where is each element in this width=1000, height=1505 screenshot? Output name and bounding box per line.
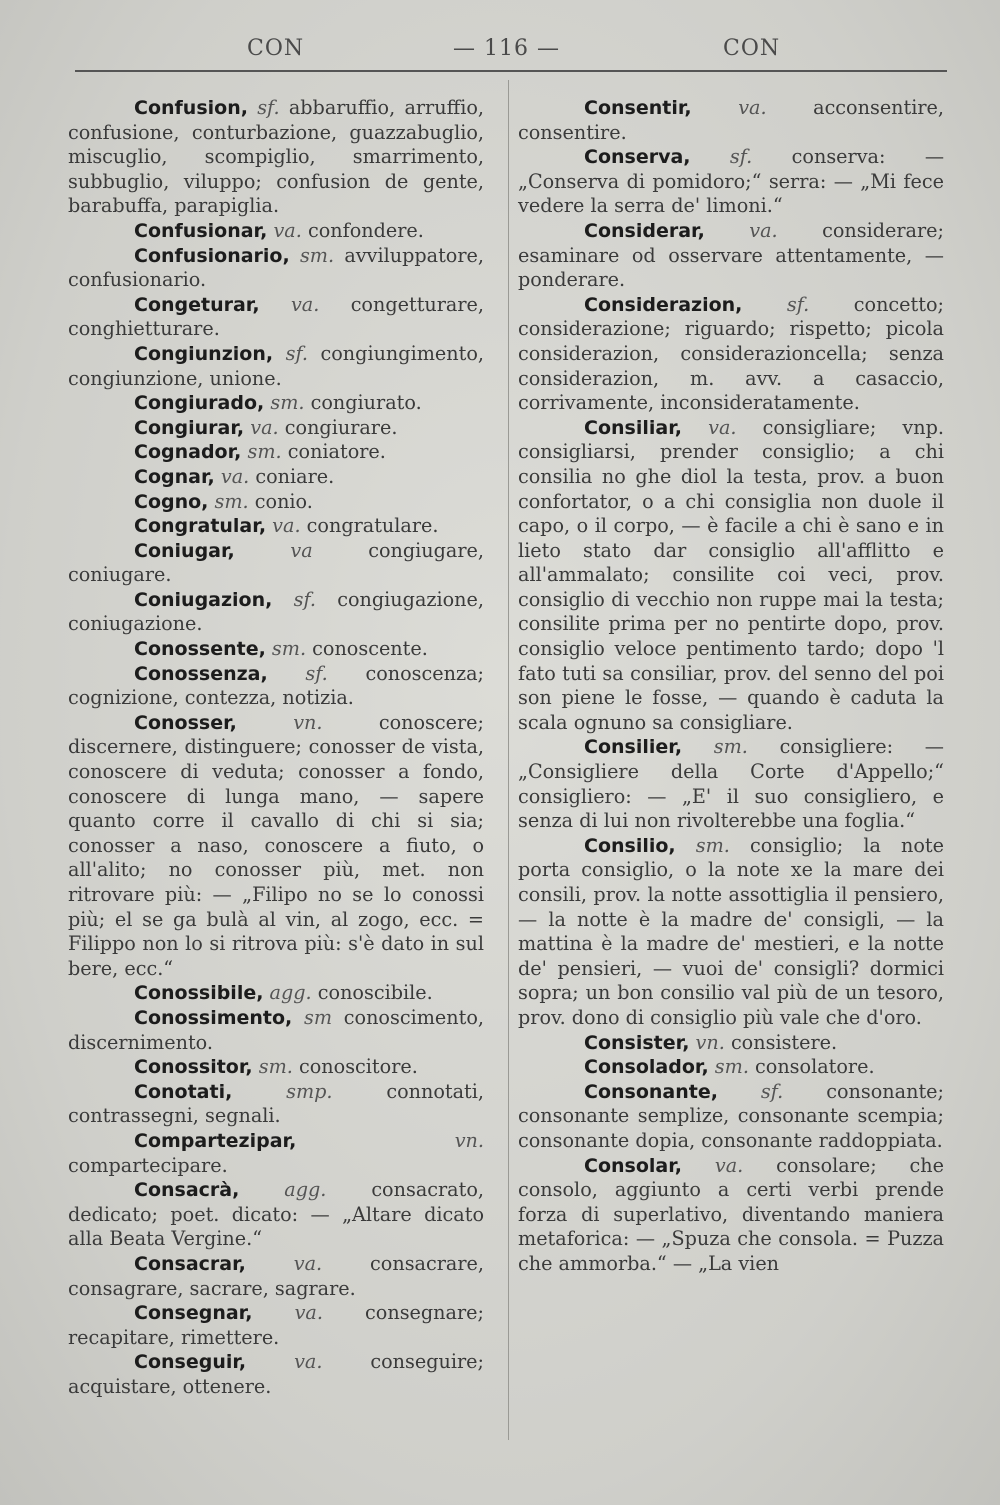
entry-definition: acconsentire, consentire. <box>518 96 944 144</box>
left-column <box>68 96 484 1399</box>
dictionary-entry <box>518 834 944 1031</box>
entry-headword: Coniugazion, <box>134 588 273 611</box>
entry-grammar: va. <box>272 514 301 538</box>
dictionary-entry <box>518 1031 944 1056</box>
dictionary-entry <box>68 662 484 711</box>
entry-headword: Conosser, <box>134 711 237 734</box>
entry-definition: congiurare. <box>284 415 398 439</box>
entry-headword: Considerar, <box>584 219 705 242</box>
dictionary-entry <box>68 219 484 244</box>
entry-definition: conio. <box>254 489 313 513</box>
entry-headword: Congiunzion, <box>134 342 274 365</box>
entry-grammar: va. <box>708 415 737 439</box>
entry-definition: conoscere; discernere, distinguere; conosser de vista, conoscere di veduta; conosser a fondo, conoscere di lunga mano, — sapere quanto corre il cavallo di chi si sia; conosser a naso, conoscere a fiuto, o all'alito; no conosser più, met. non ritrovare più: — „Filipo no se lo conossi più; el se ga bulà al vin, al zogo, ecc. = Filippo non lo si ritrova più: s'è dato in sul bere, ecc.“ <box>68 710 484 980</box>
entry-definition: coniatore. <box>287 440 386 464</box>
entry-grammar: sf. <box>285 341 308 365</box>
entry-definition: conoscimento, discernimento. <box>68 1005 484 1054</box>
entry-grammar: sm. <box>271 637 307 661</box>
entry-grammar: sm. <box>258 1055 293 1079</box>
entry-definition: conseguire; acquistare, ottenere. <box>68 1350 484 1398</box>
dictionary-entry <box>68 1055 484 1080</box>
entry-definition: avviluppatore, confusionario. <box>68 243 484 292</box>
entry-grammar: sm. <box>714 1055 749 1079</box>
entry-definition: consolatore. <box>755 1055 875 1079</box>
dictionary-entry <box>68 293 484 342</box>
entry-grammar: va <box>290 538 313 562</box>
entry-grammar: va. <box>290 292 320 316</box>
dictionary-entry <box>68 465 484 490</box>
entry-definition: congratulare. <box>306 514 439 538</box>
entry-grammar: va. <box>714 1153 744 1177</box>
dictionary-entry <box>68 637 484 662</box>
entry-grammar: sf. <box>786 292 810 316</box>
dictionary-entry <box>68 490 484 515</box>
dictionary-entry <box>518 1080 944 1154</box>
dictionary-entry <box>518 219 944 293</box>
entry-grammar: va. <box>294 1350 323 1374</box>
entry-definition: conserva: — „Conserva di pomidoro;“ serra: — „Mi fece vedere la serra de' limoni.“ <box>518 145 945 218</box>
page-number: — 116 — <box>453 36 560 61</box>
entry-grammar: sm. <box>695 833 730 857</box>
entry-headword: Consentir, <box>584 97 692 119</box>
entry-headword: Conserva, <box>584 146 691 169</box>
entry-definition: conoscente. <box>312 637 428 661</box>
entry-definition: conoscitore. <box>299 1055 418 1079</box>
entry-headword: Consolador, <box>584 1056 709 1079</box>
entry-headword: Conossente, <box>134 638 266 661</box>
dictionary-entry <box>518 1055 944 1080</box>
entry-headword: Conossibile, <box>134 982 264 1005</box>
entry-headword: Consegnar, <box>134 1302 253 1325</box>
entry-definition: consacrare, consagrare, sacrare, sagrare. <box>68 1251 484 1300</box>
entry-definition: conoscenza; cognizione, contezza, notizia. <box>68 661 484 710</box>
entry-headword: Confusion, <box>134 97 248 119</box>
entry-definition: consistere. <box>730 1030 838 1054</box>
dictionary-entry <box>518 145 944 219</box>
entry-headword: Compartezipar, <box>134 1129 297 1152</box>
dictionary-entry <box>68 391 484 416</box>
entry-headword: Conotati, <box>134 1080 233 1103</box>
entry-grammar: sf. <box>257 96 280 119</box>
entry-headword: Congeturar, <box>134 293 260 316</box>
entry-headword: Confusionar, <box>134 219 268 242</box>
entry-definition: congiugare, coniugare. <box>68 538 484 587</box>
entry-grammar: sf. <box>293 587 316 611</box>
header-rule <box>75 70 947 72</box>
entry-headword: Conseguir, <box>134 1351 247 1374</box>
dictionary-entry <box>68 711 484 982</box>
dictionary-entry <box>518 416 944 736</box>
dictionary-entry <box>68 244 484 293</box>
dictionary-entry <box>518 293 944 416</box>
entry-headword: Confusionario, <box>134 244 290 267</box>
dictionary-entry <box>68 1252 484 1301</box>
entry-definition: congetturare, conghietturare. <box>68 292 484 341</box>
entry-headword: Consonante, <box>584 1080 718 1103</box>
entry-grammar: vn. <box>695 1030 725 1054</box>
dictionary-entry <box>518 1154 944 1277</box>
running-head-right: CON <box>723 36 781 61</box>
entry-definition: confondere. <box>307 218 424 242</box>
dictionary-entry <box>68 1080 484 1129</box>
entry-definition: conoscibile. <box>317 981 433 1005</box>
entry-grammar: sm. <box>247 440 282 464</box>
dictionary-entry <box>518 96 944 145</box>
entry-grammar: sm. <box>214 489 249 513</box>
entry-headword: Conossitor, <box>134 1056 253 1079</box>
entry-definition: connotati, contrassegni, segnali. <box>68 1079 484 1128</box>
entry-grammar: va. <box>294 1301 323 1325</box>
entry-grammar: vn. <box>454 1128 484 1152</box>
entry-grammar: va. <box>738 96 767 119</box>
entry-headword: Consolar, <box>584 1154 683 1177</box>
dictionary-entry <box>68 514 484 539</box>
entry-grammar: va. <box>273 218 302 242</box>
entry-definition: abbaruffio, arruffio, confusione, conturbazione, guazzabuglio, miscuglio, scompiglio, smarrimento, subbuglio, viluppo; confusion de gente, barabuffa, parapiglia. <box>68 96 485 218</box>
dictionary-entry <box>68 1178 484 1252</box>
entry-grammar: va. <box>220 464 250 488</box>
entry-headword: Consilier, <box>584 736 683 759</box>
dictionary-entry <box>68 1350 484 1399</box>
entry-definition: consolare; che consolo, aggiunto a certi verbi prende forza di superlativo, diventando maniera metaforica: — „Spuza che consola. = Puzza che ammorba.“ — „La vien <box>518 1153 945 1275</box>
entry-grammar: smp. <box>286 1079 333 1103</box>
entry-definition: congiugazione, coniugazione. <box>68 587 484 636</box>
column-divider <box>508 80 509 1440</box>
entry-definition: coniare. <box>255 464 335 488</box>
entry-grammar: sm. <box>713 735 748 759</box>
dictionary-entry <box>68 96 484 219</box>
dictionary-entry <box>68 539 484 588</box>
dictionary-entry <box>68 981 484 1006</box>
entry-headword: Consacrar, <box>134 1252 246 1275</box>
entry-grammar: va. <box>250 415 279 439</box>
entry-grammar: vn. <box>293 710 323 734</box>
entry-headword: Consister, <box>584 1031 690 1054</box>
entry-headword: Cogno, <box>134 490 209 513</box>
entry-definition: concetto; considerazione; riguardo; rispetto; picola considerazion, considerazioncella; senza considerazion, m. avv. a casaccio, corrivamente, inconsideratamente. <box>518 292 944 415</box>
entry-headword: Congiurar, <box>134 416 245 439</box>
entry-grammar: sm. <box>299 243 335 267</box>
entry-definition: congiurato. <box>310 391 422 415</box>
entry-headword: Conossenza, <box>134 662 268 685</box>
entry-definition: consonante; consonante semplize, consonante scempia; consonante dopia, consonante raddoppiata. <box>518 1079 944 1152</box>
page-header <box>75 36 947 72</box>
entry-headword: Considerazion, <box>584 293 743 316</box>
entry-headword: Congiurado, <box>134 392 265 415</box>
entry-grammar: sf. <box>305 661 328 685</box>
entry-grammar: sm. <box>270 391 305 415</box>
entry-grammar: sf. <box>760 1079 784 1103</box>
entry-headword: Consiliar, <box>584 416 682 439</box>
entry-headword: Congratular, <box>134 515 267 538</box>
dictionary-entry <box>68 1006 484 1055</box>
entry-definition: consegnare; recapitare, rimettere. <box>68 1301 484 1349</box>
entry-grammar: va. <box>749 218 778 242</box>
dictionary-entry <box>68 342 484 391</box>
entry-definition: consigliere: — „Consigliere della Corte d'Appello;“ consigliero: — „E' il suo consigliero, e senza di lui non rivolterebbe una foglia.“ <box>518 735 944 833</box>
running-head-left: CON <box>247 36 305 61</box>
entry-grammar: sm <box>304 1005 333 1029</box>
entry-headword: Conossimento, <box>134 1006 293 1029</box>
entry-definition: congiungimento, congiunzione, unione. <box>68 341 484 390</box>
entry-definition: compartecipare. <box>68 1153 228 1177</box>
entry-definition: consiglio; la note porta consiglio, o la note xe la mare dei consili, prov. la notte assottiglia il pensiero, — la notte è la madre de' consigli, — la mattina è la madre de' mestieri, e la notte de' pensieri, — vuoi de' consigli? dormici sopra; un bon consilio val più de un tesoro, prov. dono di consiglio più vale che d'oro. <box>518 833 944 1029</box>
entry-headword: Consacrà, <box>134 1179 240 1202</box>
entry-headword: Cognar, <box>134 465 215 488</box>
entry-headword: Consilio, <box>584 834 676 857</box>
dictionary-entry <box>68 416 484 441</box>
dictionary-entry <box>68 1301 484 1350</box>
dictionary-entry <box>68 1129 484 1178</box>
right-column <box>518 96 944 1277</box>
entry-grammar: agg. <box>269 981 312 1005</box>
entry-definition: consacrato, dedicato; poet. dicato: — „Altare dicato alla Beata Vergine.“ <box>68 1178 484 1251</box>
dictionary-entry <box>68 440 484 465</box>
entry-definition: considerare; esaminare od osservare attentamente, — ponderare. <box>518 218 944 292</box>
entry-headword: Coniugar, <box>134 539 235 562</box>
entry-grammar: va. <box>293 1251 323 1275</box>
dictionary-entry <box>518 735 944 833</box>
entry-grammar: sf. <box>729 145 753 169</box>
entry-headword: Cognador, <box>134 441 242 464</box>
entry-grammar: agg. <box>284 1178 327 1202</box>
entry-definition: consigliare; vnp. consigliarsi, prender consiglio; a chi consilia no ghe diol la testa, prov. a buon confortator, o a chi consiglia non duole il capo, o il corpo, — è facile a chi è sano e in lieto stato dar consiglio all'afflitto e all'ammalato; consilite coi veci, prov. consiglio di vecchio non ruppe mai la testa; consilite prima per no pentirte dopo, prov. consiglio veloce pentimento tardo; dopo 'l fato tuti sa consiliar, prov. del senno del poi son piene le fosse, — quando è caduta la scala ognuno sa consigliare. <box>518 415 945 734</box>
dictionary-entry <box>68 588 484 637</box>
